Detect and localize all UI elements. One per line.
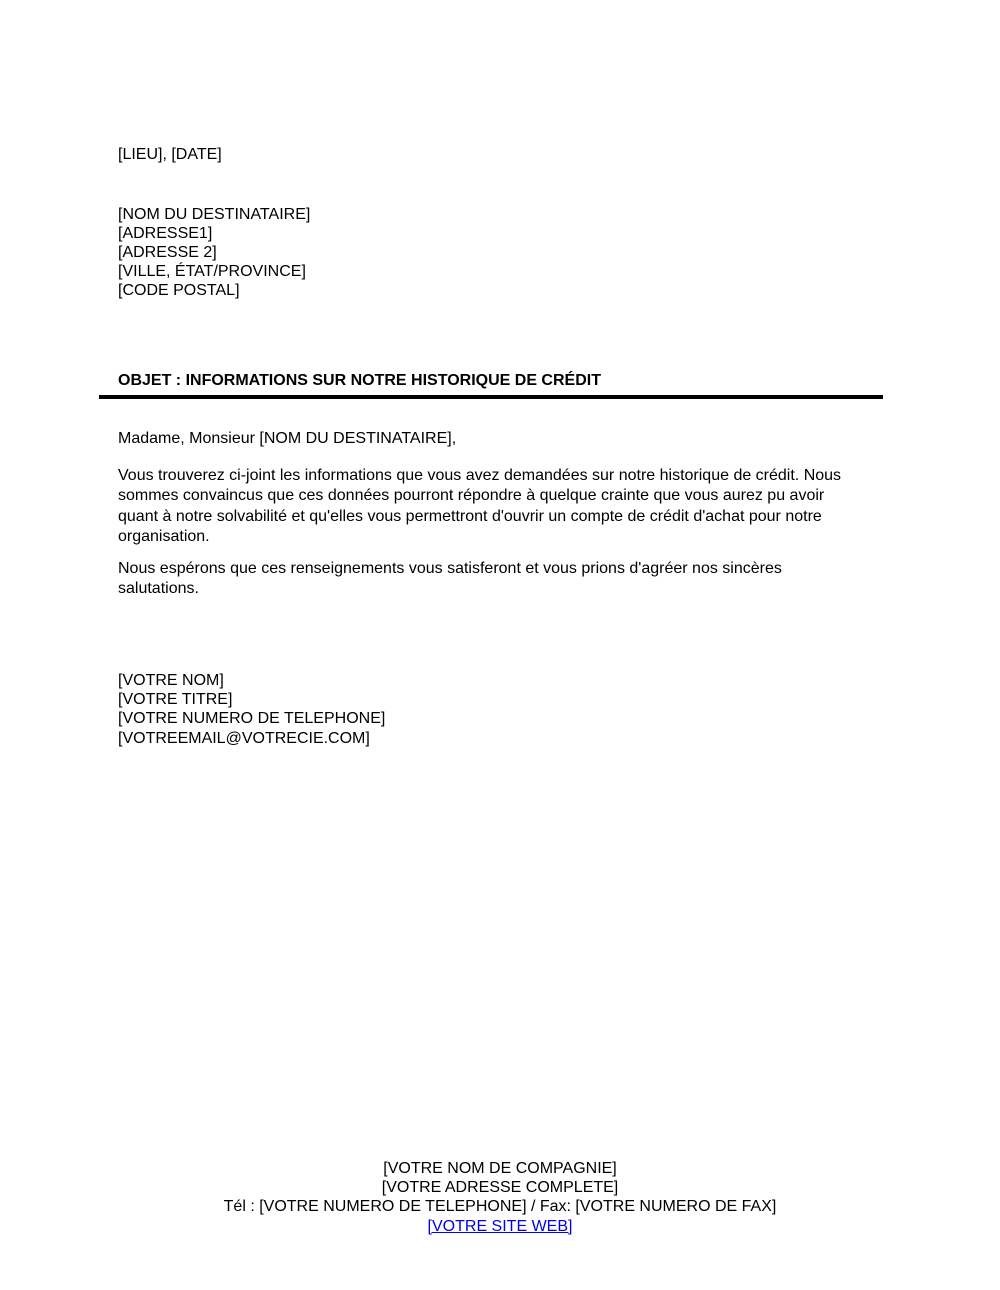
recipient-city-state: [VILLE, ÉTAT/PROVINCE] — [118, 263, 306, 280]
signature-phone: [VOTRE NUMERO DE TELEPHONE] — [118, 710, 386, 728]
recipient-address-2: [ADRESSE 2] — [118, 244, 217, 261]
footer-phone-fax: Tél : [VOTRE NUMERO DE TELEPHONE] / Fax: [VOTRE NUMERO DE FAX] — [223, 1198, 777, 1216]
signature-email: [VOTREEMAIL@VOTRECIE.COM] — [118, 729, 370, 747]
subject-underline-rule — [99, 395, 883, 399]
recipient-postal-code: [CODE POSTAL] — [118, 282, 240, 299]
website-link[interactable]: [VOTRE SITE WEB] — [427, 1217, 573, 1235]
signature-title: [VOTRE TITRE] — [118, 691, 233, 709]
company-footer — [0, 1159, 1000, 1236]
paragraph-line: Vous trouverez ci-joint les informations que vous avez demandées sur notre historique de crédit. Nous — [118, 467, 842, 484]
paragraph-line: quant à notre solvabilité et qu'elles vous permettront d'ouvrir un compte de crédit d'achat pour notre — [118, 507, 822, 525]
paragraph-line: organisation. — [118, 528, 210, 546]
body-paragraph-1 — [118, 466, 841, 548]
footer-company-name: [VOTRE NOM DE COMPAGNIE] — [383, 1160, 617, 1177]
recipient-name: [NOM DU DESTINATAIRE] — [118, 206, 311, 223]
body-paragraph-2 — [118, 559, 782, 600]
signature-name: [VOTRE NOM] — [118, 672, 224, 689]
recipient-address-1: [ADRESSE1] — [118, 225, 213, 242]
paragraph-line: sommes convaincus que ces données pourront répondre à quelque crainte que vous aurez pu avoir — [118, 487, 825, 505]
subject-line: OBJET : INFORMATIONS SUR NOTRE HISTORIQUE DE CRÉDIT — [118, 372, 601, 389]
footer-company-address: [VOTRE ADRESSE COMPLETE] — [381, 1179, 619, 1197]
recipient-address-block — [118, 205, 310, 300]
paragraph-line: salutations. — [118, 580, 199, 598]
signature-block — [118, 671, 385, 748]
paragraph-line: Nous espérons que ces renseignements vous satisferont et vous prions d'agréer nos sincères — [118, 560, 782, 577]
salutation: Madame, Monsieur [NOM DU DESTINATAIRE], — [118, 430, 457, 447]
place-date-line: [LIEU], [DATE] — [118, 146, 222, 163]
footer-website-line — [0, 1217, 1000, 1236]
